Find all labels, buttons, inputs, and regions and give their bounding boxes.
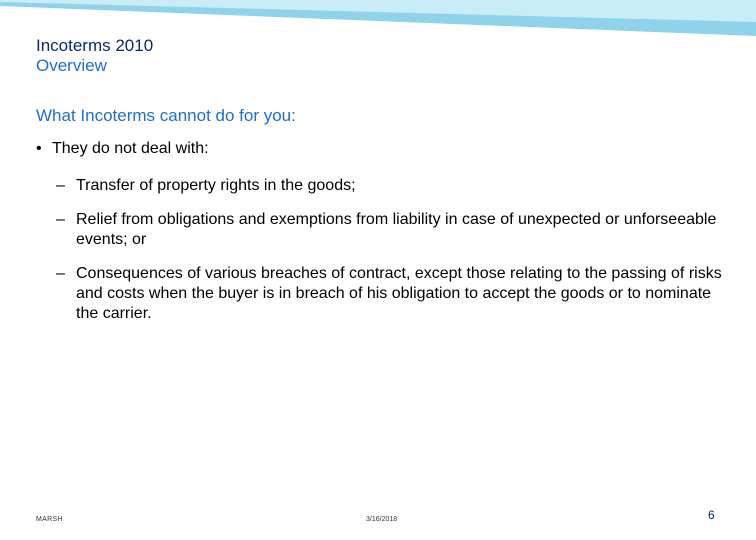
list-item-text: Relief from obligations and exemptions from liability in case of unexpected or unforseeable events; or: [76, 211, 717, 248]
dash-icon: –: [56, 265, 65, 282]
bullet-icon: •: [36, 140, 42, 157]
section-heading: What Incoterms cannot do for you:: [36, 106, 296, 125]
list-item-text: Transfer of property rights in the goods;: [76, 177, 356, 194]
list-item: [56, 176, 736, 196]
list-item-text: Consequences of various breaches of contract, except those relating to the passing of risks and costs when the buyer is in breach of his obligation to accept the goods or to nominate the carrier.: [76, 265, 722, 322]
bullet-point: [36, 140, 209, 158]
dash-icon: –: [56, 211, 65, 228]
decorative-top-band: [0, 0, 756, 40]
list-item: [56, 210, 736, 250]
page-number: 6: [708, 508, 715, 522]
bullet-text: They do not deal with:: [52, 140, 209, 157]
footer-date: 3/16/2018: [366, 516, 398, 523]
slide-title: Incoterms 2010: [36, 36, 154, 55]
dash-icon: –: [56, 177, 65, 194]
slide-title-block: [36, 36, 153, 76]
slide-subtitle: Overview: [36, 56, 107, 75]
list-item: [56, 264, 736, 324]
sub-item-list: [56, 176, 736, 338]
footer-brand: MARSH: [36, 516, 63, 523]
